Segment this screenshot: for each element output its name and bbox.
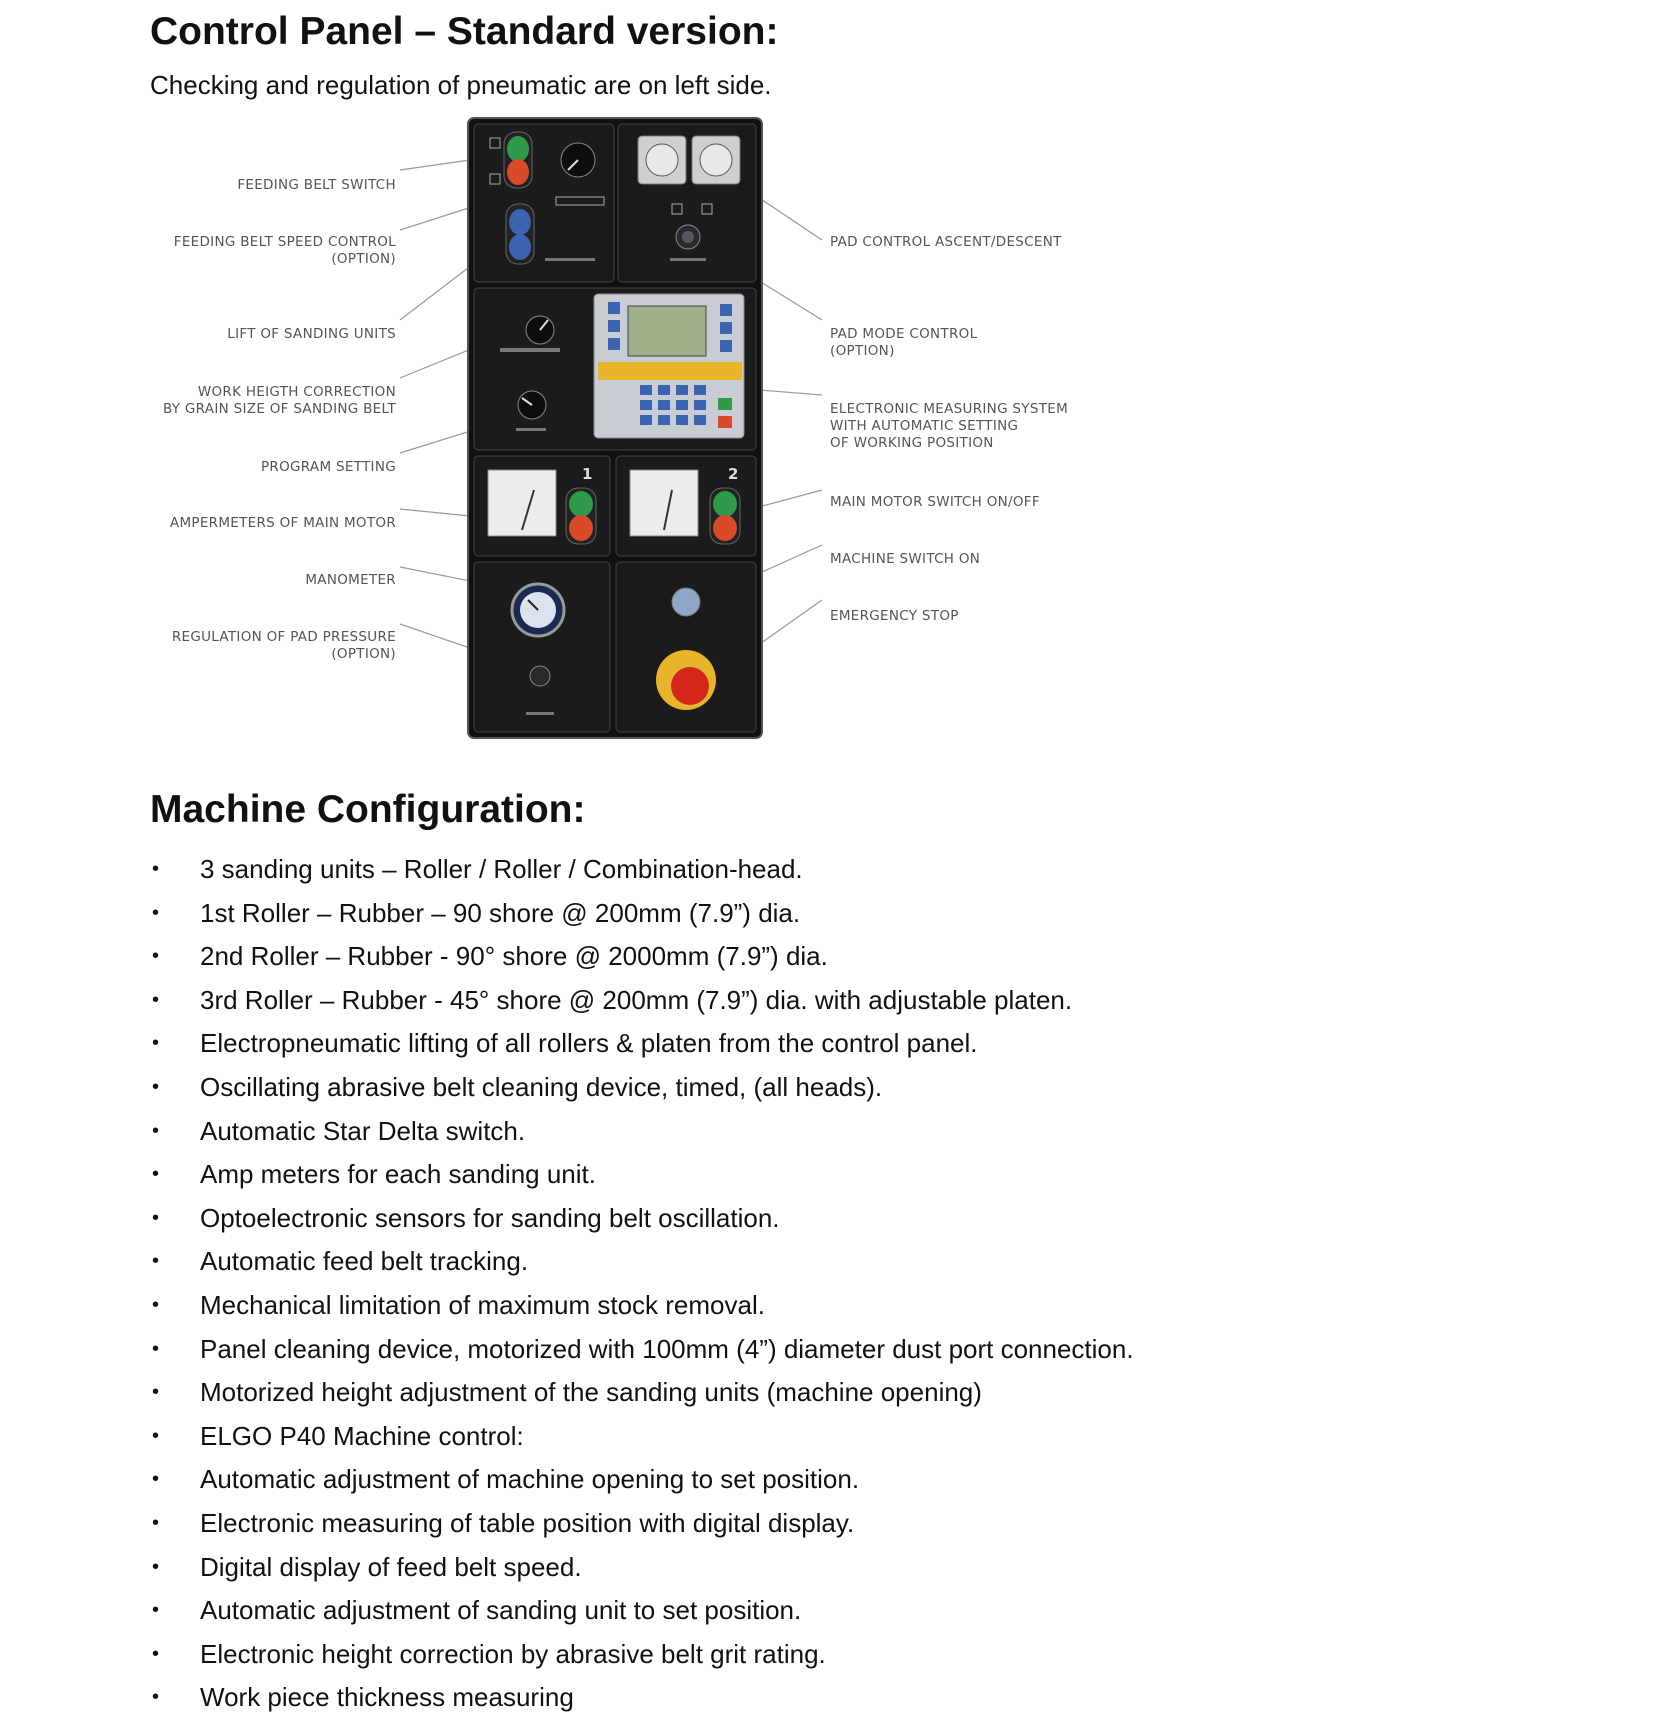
control-panel-illustration <box>0 0 1654 760</box>
bullet-icon: • <box>152 1686 160 1709</box>
label-work-height-correction: WORK HEIGTH CORRECTION BY GRAIN SIZE OF SANDING BELT <box>162 384 396 417</box>
bullet-icon: • <box>152 1511 160 1534</box>
control-panel-figure <box>0 0 1654 760</box>
list-item: • Work piece thickness measuring <box>150 1676 1134 1720</box>
bullet-icon: • <box>152 1206 160 1229</box>
bullet-icon: • <box>152 1163 160 1186</box>
bullet-icon: • <box>152 1032 160 1055</box>
list-item: • Automatic adjustment of sanding unit to set position. <box>150 1589 1134 1633</box>
bullet-icon: • <box>152 1468 160 1491</box>
label-machine-switch: MACHINE SWITCH ON <box>830 551 981 567</box>
list-item: • 3rd Roller – Rubber - 45° shore @ 200mm (7.9”) dia. with adjustable platen. <box>150 979 1134 1023</box>
label-pad-mode: PAD MODE CONTROL (OPTION) <box>830 326 978 359</box>
label-pad-pressure: REGULATION OF PAD PRESSURE (OPTION) <box>171 629 396 662</box>
list-item: • ELGO P40 Machine control: <box>150 1415 1134 1459</box>
label-ampermeters: AMPERMETERS OF MAIN MOTOR <box>169 515 396 531</box>
label-feeding-belt-speed: FEEDING BELT SPEED CONTROL (OPTION) <box>173 234 396 267</box>
list-item: • Motorized height adjustment of the sanding units (machine opening) <box>150 1371 1134 1415</box>
list-item: • Electronic height correction by abrasive belt grit rating. <box>150 1633 1134 1677</box>
bullet-icon: • <box>152 1337 160 1360</box>
list-item: • 3 sanding units – Roller / Roller / Combination-head. <box>150 848 1134 892</box>
list-item: • Digital display of feed belt speed. <box>150 1546 1134 1590</box>
label-main-motor-switch: MAIN MOTOR SWITCH ON/OFF <box>830 494 1040 510</box>
bullet-icon: • <box>152 1381 160 1404</box>
list-item: • Panel cleaning device, motorized with 100mm (4”) diameter dust port connection. <box>150 1328 1134 1372</box>
list-item: • Amp meters for each sanding unit. <box>150 1153 1134 1197</box>
bullet-icon: • <box>152 1293 160 1316</box>
label-manometer: MANOMETER <box>305 572 396 588</box>
label-feeding-belt-switch: FEEDING BELT SWITCH <box>237 177 396 193</box>
bullet-icon: • <box>152 1555 160 1578</box>
list-item: • Automatic feed belt tracking. <box>150 1240 1134 1284</box>
list-item: • Oscillating abrasive belt cleaning device, timed, (all heads). <box>150 1066 1134 1110</box>
label-emergency-stop: EMERGENCY STOP <box>830 608 959 624</box>
list-item: • 1st Roller – Rubber – 90 shore @ 200mm (7.9”) dia. <box>150 892 1134 936</box>
label-lift-sanding-units: LIFT OF SANDING UNITS <box>227 326 396 342</box>
ammeter-number-1: 1 <box>582 465 593 483</box>
bullet-icon: • <box>152 1599 160 1622</box>
section-title-machine-configuration: Machine Configuration: <box>150 788 586 831</box>
bullet-icon: • <box>152 1250 160 1273</box>
list-item: • Electronic measuring of table position with digital display. <box>150 1502 1134 1546</box>
list-item: • Optoelectronic sensors for sanding belt oscillation. <box>150 1197 1134 1241</box>
bullet-icon: • <box>152 1424 160 1447</box>
list-item: • Electropneumatic lifting of all rollers & platen from the control panel. <box>150 1022 1134 1066</box>
bullet-icon: • <box>152 988 160 1011</box>
label-program-setting: PROGRAM SETTING <box>260 459 396 475</box>
page-subtitle: Checking and regulation of pneumatic are on left side. <box>150 70 772 100</box>
label-pad-control: PAD CONTROL ASCENT/DESCENT <box>830 234 1062 250</box>
page-title: Control Panel – Standard version: <box>150 10 779 53</box>
label-electronic-measuring: ELECTRONIC MEASURING SYSTEM WITH AUTOMATIC SETTING OF WORKING POSITION <box>830 401 1069 451</box>
bullet-icon: • <box>152 945 160 968</box>
bullet-icon: • <box>152 901 160 924</box>
list-item: • Automatic Star Delta switch. <box>150 1110 1134 1154</box>
bullet-icon: • <box>152 1119 160 1142</box>
bullet-icon: • <box>152 1075 160 1098</box>
bullet-icon: • <box>152 1642 160 1665</box>
list-item: • Automatic adjustment of machine opening to set position. <box>150 1458 1134 1502</box>
configuration-list <box>150 848 1134 1720</box>
list-item: • 2nd Roller – Rubber - 90° shore @ 2000mm (7.9”) dia. <box>150 935 1134 979</box>
bullet-icon: • <box>152 858 160 880</box>
list-item: • Mechanical limitation of maximum stock removal. <box>150 1284 1134 1328</box>
ammeter-number-2: 2 <box>728 465 739 483</box>
